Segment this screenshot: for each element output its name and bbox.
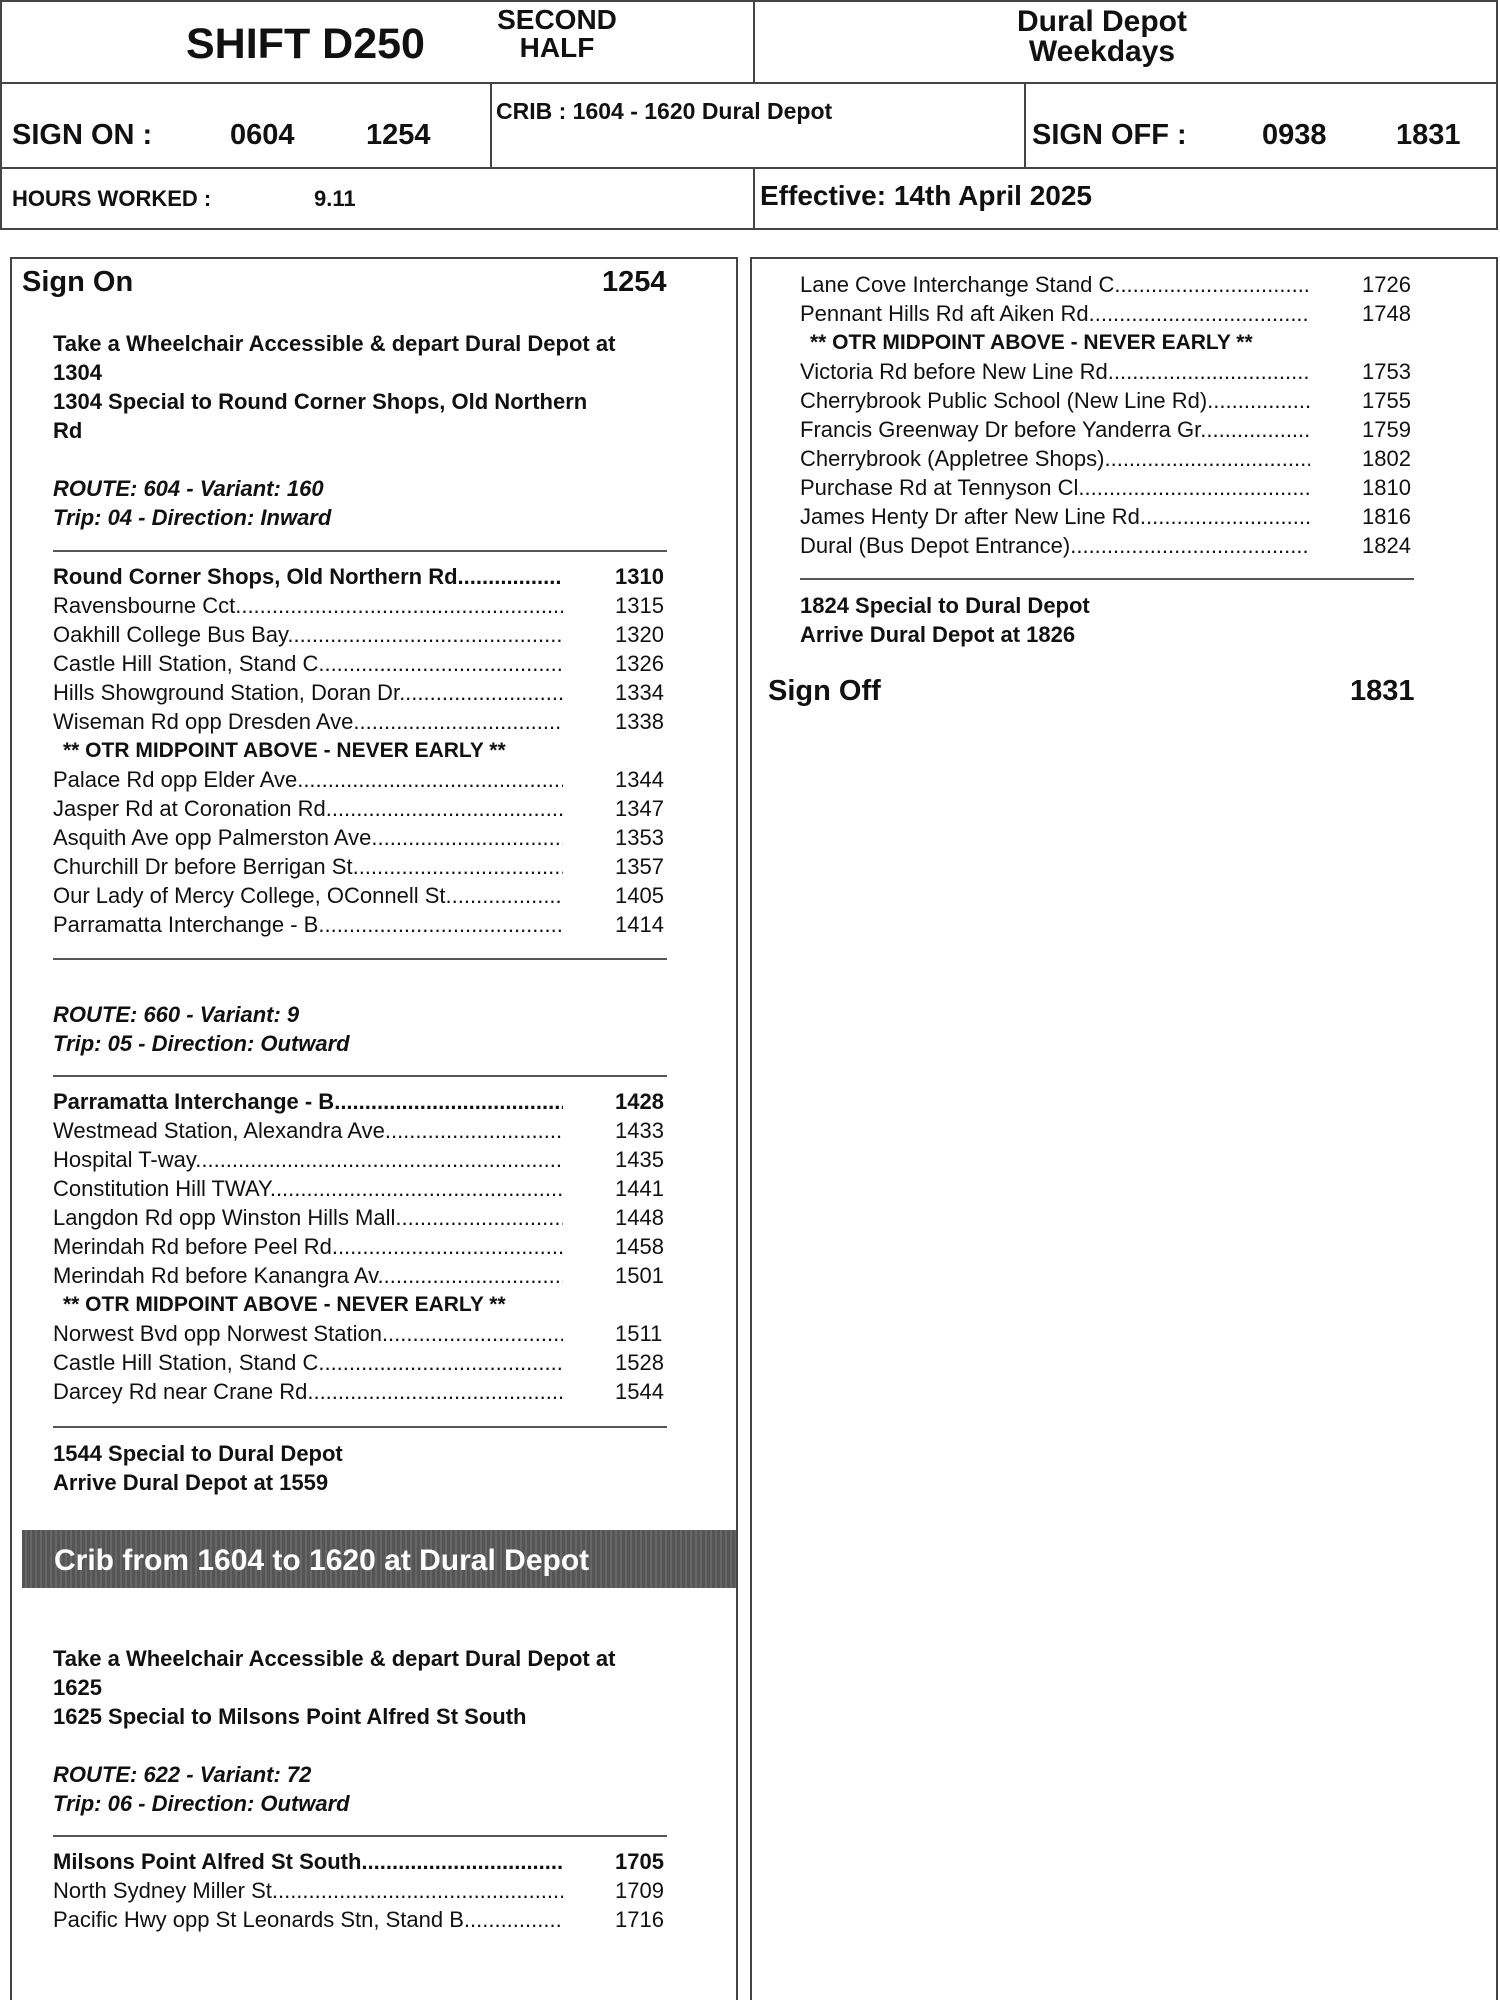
stop-name: Dural (Bus Depot Entrance) ..... bbox=[800, 531, 1310, 560]
stop-row bbox=[53, 1174, 673, 1203]
stop-name: Victoria Rd before New Line Rd ..... bbox=[800, 357, 1310, 386]
stop-time: 1326 bbox=[615, 651, 664, 676]
stop-name: James Henty Dr after New Line Rd ..... bbox=[800, 502, 1310, 531]
stop-name: Churchill Dr before Berrigan St ..... bbox=[53, 852, 563, 881]
stop-time: 1753 bbox=[1362, 359, 1411, 384]
stop-row bbox=[53, 562, 673, 591]
stop-name: Merindah Rd before Peel Rd ..... bbox=[53, 1232, 563, 1261]
stop-name: North Sydney Miller St ..... bbox=[53, 1876, 563, 1905]
stop-time: 1405 bbox=[615, 883, 664, 908]
sign-on-time-2: 1254 bbox=[366, 119, 431, 151]
half-line-2: HALF bbox=[519, 32, 595, 63]
stop-time: 1353 bbox=[615, 825, 664, 850]
stop-row bbox=[53, 620, 673, 649]
stop-name: Darcey Rd near Crane Rd ..... bbox=[53, 1377, 563, 1406]
day-type: Weekdays bbox=[1028, 35, 1176, 68]
stop-row bbox=[53, 1145, 673, 1174]
crib-banner: Crib from 1604 to 1620 at Dural Depot bbox=[22, 1530, 736, 1588]
stop-time: 1824 bbox=[1362, 533, 1411, 558]
stop-row bbox=[53, 794, 673, 823]
special-trip-line: 1824 Special to Dural Depot bbox=[800, 593, 1090, 618]
header-divider bbox=[1024, 82, 1026, 167]
stop-name: Francis Greenway Dr before Yanderra Gr ..... bbox=[800, 415, 1310, 444]
special-trip-line: 1544 Special to Dural Depot bbox=[53, 1441, 343, 1466]
sign-on-heading: Sign On bbox=[22, 266, 134, 298]
stop-row bbox=[53, 1116, 673, 1145]
stop-row bbox=[53, 881, 673, 910]
instruction-line: 1625 Special to Milsons Point Alfred St South bbox=[53, 1704, 527, 1729]
stop-name: Palace Rd opp Elder Ave ..... bbox=[53, 765, 563, 794]
stop-name: Round Corner Shops, Old Northern Rd ..... bbox=[53, 562, 563, 591]
stop-row bbox=[800, 473, 1420, 502]
stop-row bbox=[800, 357, 1420, 386]
instruction-line: 1304 Special to Round Corner Shops, Old Northern bbox=[53, 389, 588, 414]
stop-list bbox=[53, 562, 673, 939]
stop-time: 1338 bbox=[615, 709, 664, 734]
instruction-line: Take a Wheelchair Accessible & depart Dural Depot at bbox=[53, 331, 616, 356]
midpoint-notice: ** OTR MIDPOINT ABOVE - NEVER EARLY ** bbox=[63, 1293, 506, 1316]
effective-date: Effective: 14th April 2025 bbox=[760, 180, 1092, 211]
hours-worked-label: HOURS WORKED : bbox=[12, 186, 212, 211]
stop-row bbox=[53, 1905, 673, 1934]
stop-time: 1709 bbox=[615, 1878, 664, 1903]
sign-off-time-1: 0938 bbox=[1262, 119, 1327, 151]
stop-name: Castle Hill Station, Stand C ..... bbox=[53, 649, 563, 678]
stop-time: 1448 bbox=[615, 1205, 664, 1230]
sign-off-time-2: 1831 bbox=[1396, 119, 1461, 151]
stop-name: Our Lady of Mercy College, OConnell St ..... bbox=[53, 881, 563, 910]
trip-heading: Trip: 06 - Direction: Outward bbox=[53, 1791, 350, 1816]
stop-name: Parramatta Interchange - B ..... bbox=[53, 1087, 563, 1116]
stop-name: Hills Showground Station, Doran Dr ..... bbox=[53, 678, 563, 707]
section-rule bbox=[53, 1075, 667, 1077]
stop-time: 1755 bbox=[1362, 388, 1411, 413]
stop-time: 1357 bbox=[615, 854, 664, 879]
stop-row bbox=[800, 444, 1420, 473]
sign-off-heading-time: 1831 bbox=[1350, 675, 1415, 707]
stop-time: 1414 bbox=[615, 912, 664, 937]
special-trip-line: Arrive Dural Depot at 1826 bbox=[800, 622, 1076, 647]
stop-row bbox=[53, 649, 673, 678]
stop-time: 1428 bbox=[615, 1089, 664, 1114]
hours-worked-value: 9.11 bbox=[314, 186, 356, 211]
stop-list bbox=[800, 270, 1420, 560]
stop-name: Milsons Point Alfred St South ..... bbox=[53, 1847, 563, 1876]
stop-time: 1344 bbox=[615, 767, 664, 792]
section-rule bbox=[53, 550, 667, 552]
midpoint-notice: ** OTR MIDPOINT ABOVE - NEVER EARLY ** bbox=[810, 331, 1253, 354]
stop-name: Cherrybrook Public School (New Line Rd) ..... bbox=[800, 386, 1310, 415]
stop-time: 1816 bbox=[1362, 504, 1411, 529]
route-heading: ROUTE: 622 - Variant: 72 bbox=[53, 1762, 312, 1787]
trip-heading: Trip: 04 - Direction: Inward bbox=[53, 505, 332, 530]
shift-title: SHIFT D250 bbox=[186, 20, 425, 68]
crib-info: CRIB : 1604 - 1620 Dural Depot bbox=[496, 98, 833, 124]
stop-name: Norwest Bvd opp Norwest Station ..... bbox=[53, 1319, 563, 1348]
stop-name: Pennant Hills Rd aft Aiken Rd ..... bbox=[800, 299, 1310, 328]
stop-time: 1315 bbox=[615, 593, 664, 618]
stop-row bbox=[53, 1261, 673, 1290]
stop-time: 1458 bbox=[615, 1234, 664, 1259]
stop-row bbox=[53, 910, 673, 939]
stop-row bbox=[53, 1319, 673, 1348]
stop-row bbox=[53, 852, 673, 881]
stop-name: Constitution Hill TWAY ..... bbox=[53, 1174, 563, 1203]
stop-row bbox=[800, 531, 1420, 560]
stop-name: Parramatta Interchange - B ..... bbox=[53, 910, 563, 939]
section-rule bbox=[53, 1426, 667, 1428]
stop-time: 1748 bbox=[1362, 301, 1411, 326]
stop-time: 1441 bbox=[615, 1176, 664, 1201]
stop-time: 1705 bbox=[615, 1849, 664, 1874]
instruction-line: 1625 bbox=[53, 1675, 102, 1700]
stop-time: 1544 bbox=[615, 1379, 664, 1404]
stop-row bbox=[53, 1203, 673, 1232]
special-trip-line: Arrive Dural Depot at 1559 bbox=[53, 1470, 329, 1495]
stop-time: 1435 bbox=[615, 1147, 664, 1172]
sign-on-heading-time: 1254 bbox=[602, 266, 667, 298]
stop-time: 1433 bbox=[615, 1118, 664, 1143]
instruction-line: Rd bbox=[53, 418, 83, 443]
stop-row bbox=[53, 765, 673, 794]
stop-name: Wiseman Rd opp Dresden Ave ..... bbox=[53, 707, 563, 736]
stop-name: Oakhill College Bus Bay ..... bbox=[53, 620, 563, 649]
midpoint-notice: ** OTR MIDPOINT ABOVE - NEVER EARLY ** bbox=[63, 739, 506, 762]
stop-row bbox=[53, 823, 673, 852]
stop-time: 1334 bbox=[615, 680, 664, 705]
stop-row bbox=[53, 1876, 673, 1905]
route-heading: ROUTE: 604 - Variant: 160 bbox=[53, 476, 324, 501]
stop-row bbox=[800, 415, 1420, 444]
header-divider bbox=[490, 82, 492, 167]
stop-row bbox=[53, 1348, 673, 1377]
depot-name: Dural Depot bbox=[1016, 5, 1187, 38]
sign-on-label: SIGN ON : bbox=[12, 119, 153, 151]
stop-name: Hospital T-way ..... bbox=[53, 1145, 563, 1174]
stop-time: 1716 bbox=[615, 1907, 664, 1932]
stop-name: Lane Cove Interchange Stand C ..... bbox=[800, 270, 1310, 299]
stop-name: Westmead Station, Alexandra Ave ..... bbox=[53, 1116, 563, 1145]
stop-time: 1501 bbox=[615, 1263, 664, 1288]
stop-row bbox=[53, 678, 673, 707]
section-rule bbox=[800, 578, 1414, 580]
stop-time: 1726 bbox=[1362, 272, 1411, 297]
instruction-line: Take a Wheelchair Accessible & depart Dural Depot at bbox=[53, 1646, 616, 1671]
stop-time: 1810 bbox=[1362, 475, 1411, 500]
stop-row bbox=[800, 502, 1420, 531]
header-divider bbox=[2, 167, 1496, 169]
stop-row bbox=[53, 707, 673, 736]
sign-on-time-1: 0604 bbox=[230, 119, 295, 151]
stop-time: 1320 bbox=[615, 622, 664, 647]
stop-name: Merindah Rd before Kanangra Av ..... bbox=[53, 1261, 563, 1290]
stop-name: Jasper Rd at Coronation Rd ..... bbox=[53, 794, 563, 823]
stop-list bbox=[53, 1847, 673, 1934]
section-rule bbox=[53, 958, 667, 960]
header-divider bbox=[753, 2, 755, 82]
section-rule bbox=[53, 1835, 667, 1837]
sign-off-heading: Sign Off bbox=[768, 675, 881, 707]
stop-row bbox=[53, 1847, 673, 1876]
stop-row bbox=[53, 1377, 673, 1406]
header-divider bbox=[753, 167, 755, 230]
route-heading: ROUTE: 660 - Variant: 9 bbox=[53, 1002, 300, 1027]
stop-list bbox=[53, 1087, 673, 1406]
shift-header bbox=[0, 0, 1498, 230]
trip-heading: Trip: 05 - Direction: Outward bbox=[53, 1031, 350, 1056]
stop-name: Castle Hill Station, Stand C ..... bbox=[53, 1348, 563, 1377]
stop-time: 1511 bbox=[615, 1321, 663, 1346]
stop-row bbox=[800, 270, 1420, 299]
stop-name: Asquith Ave opp Palmerston Ave ..... bbox=[53, 823, 563, 852]
stop-time: 1310 bbox=[615, 564, 664, 589]
sign-off-label: SIGN OFF : bbox=[1032, 119, 1187, 151]
stop-name: Purchase Rd at Tennyson Cl ..... bbox=[800, 473, 1310, 502]
stop-row bbox=[53, 591, 673, 620]
stop-time: 1802 bbox=[1362, 446, 1411, 471]
stop-time: 1759 bbox=[1362, 417, 1411, 442]
stop-name: Langdon Rd opp Winston Hills Mall ..... bbox=[53, 1203, 563, 1232]
stop-time: 1347 bbox=[615, 796, 664, 821]
stop-time: 1528 bbox=[615, 1350, 664, 1375]
stop-name: Ravensbourne Cct ..... bbox=[53, 591, 563, 620]
stop-row bbox=[800, 299, 1420, 328]
stop-row bbox=[53, 1232, 673, 1261]
header-divider bbox=[2, 82, 1496, 84]
stop-name: Pacific Hwy opp St Leonards Stn, Stand B ..... bbox=[53, 1905, 563, 1934]
stop-name: Cherrybrook (Appletree Shops) ..... bbox=[800, 444, 1310, 473]
stop-row bbox=[800, 386, 1420, 415]
instruction-line: 1304 bbox=[53, 360, 102, 385]
half-line-1: SECOND bbox=[497, 4, 617, 35]
stop-row bbox=[53, 1087, 673, 1116]
